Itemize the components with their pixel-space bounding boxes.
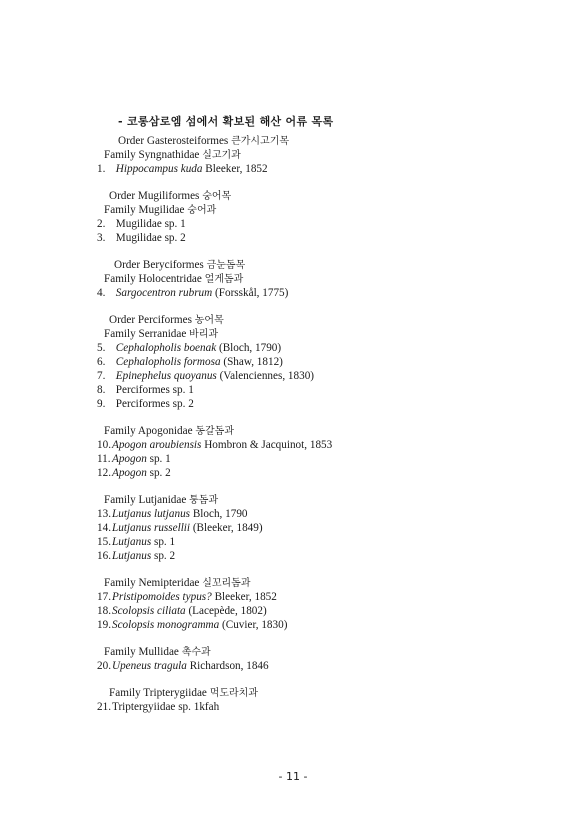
- species-genus: Lutjanus: [112, 550, 152, 562]
- order-korean-name: 큰가시고기목: [231, 136, 290, 147]
- species-number: 3.: [97, 232, 106, 244]
- species-qualifier: sp. 2: [149, 467, 171, 479]
- species-line: [97, 466, 171, 480]
- family-korean-name: 촉수과: [181, 647, 211, 658]
- family-line: [104, 203, 216, 218]
- section-heading: - 코롱삼로엠 섬에서 확보된 해산 어류 목록: [118, 115, 334, 128]
- species-number: 1.: [97, 163, 106, 175]
- species-name: Sargocentron rubrum: [115, 287, 213, 299]
- species-number: 15.: [97, 536, 111, 548]
- species-line: [97, 521, 263, 535]
- species-number: 17.: [97, 591, 111, 603]
- family-korean-name: 실고기과: [202, 150, 241, 161]
- species-line: [97, 162, 268, 176]
- page-number: - 11 -: [278, 770, 308, 783]
- species-name: Hippocampus kuda: [115, 163, 203, 175]
- family-korean-name: 숭어과: [187, 205, 217, 216]
- family-line: [104, 645, 211, 660]
- species-line: [97, 590, 277, 604]
- species-author: (Bloch, 1790): [218, 342, 282, 354]
- order-line: [118, 134, 289, 149]
- species-name: Triptergyiidae sp. 1kfah: [112, 701, 220, 713]
- species-line: [97, 286, 288, 300]
- family-korean-name: 퉁돔과: [189, 495, 219, 506]
- species-number: 18.: [97, 605, 111, 617]
- species-name: Epinephelus quoyanus: [115, 370, 217, 382]
- species-line: [97, 535, 175, 549]
- species-line: [97, 369, 314, 383]
- species-author: (Valenciennes, 1830): [219, 370, 315, 382]
- family-line: [104, 576, 251, 591]
- species-author: (Bleeker, 1849): [192, 522, 263, 534]
- species-number: 6.: [97, 356, 106, 368]
- species-author: (Shaw, 1812): [223, 356, 283, 368]
- species-number: 7.: [97, 370, 106, 382]
- family-name: Family Syngnathidae: [104, 149, 200, 161]
- species-qualifier: sp. 2: [153, 550, 176, 562]
- species-name: Apogon aroubiensis: [112, 439, 202, 451]
- species-line: [97, 700, 219, 714]
- species-number: 9.: [97, 398, 106, 410]
- species-number: 21.: [97, 701, 111, 713]
- species-name: Cephalopholis formosa: [115, 356, 221, 368]
- species-line: [97, 217, 186, 231]
- species-genus: Apogon: [112, 453, 147, 465]
- family-name: Family Holocentridae: [104, 273, 202, 285]
- species-name: Perciformes sp. 1: [115, 384, 194, 396]
- species-line: [97, 659, 269, 673]
- order-name: Order Perciformes: [109, 314, 192, 326]
- species-line: [97, 604, 267, 618]
- species-name: Cephalopholis boenak: [115, 342, 217, 354]
- order-name: Order Gasterosteiformes: [118, 135, 229, 147]
- family-line: [104, 327, 218, 342]
- species-name: Pristipomoides typus?: [112, 591, 212, 603]
- order-line: [109, 313, 224, 328]
- family-name: Family Mullidae: [104, 646, 179, 658]
- species-author: (Forsskål, 1775): [215, 287, 289, 299]
- order-korean-name: 금눈돔목: [206, 260, 246, 271]
- species-line: [97, 355, 283, 369]
- species-line: [97, 438, 332, 452]
- family-line: [104, 493, 218, 508]
- species-number: 11.: [97, 453, 111, 465]
- species-name: Mugilidae sp. 1: [115, 218, 186, 230]
- species-line: [97, 231, 186, 245]
- species-author: Bleeker, 1852: [214, 591, 277, 603]
- species-qualifier: sp. 1: [153, 536, 176, 548]
- species-author: Hombron & Jacquinot, 1853: [204, 439, 333, 451]
- species-number: 16.: [97, 550, 111, 562]
- order-name: Order Mugiliformes: [109, 190, 200, 202]
- species-name: Mugilidae sp. 2: [115, 232, 186, 244]
- order-korean-name: 농어목: [194, 315, 224, 326]
- species-author: Bleeker, 1852: [205, 163, 268, 175]
- family-name: Family Lutjanidae: [104, 494, 187, 506]
- order-line: [109, 189, 231, 204]
- family-line: [104, 272, 243, 287]
- family-line: [109, 686, 258, 701]
- species-name: Lutjanus russellii: [112, 522, 191, 534]
- family-korean-name: 실꼬리돔과: [202, 578, 251, 589]
- family-korean-name: 동갈돔과: [195, 426, 234, 437]
- species-name: Perciformes sp. 2: [115, 398, 194, 410]
- species-name: Lutjanus lutjanus: [112, 508, 191, 520]
- species-line: [97, 341, 281, 355]
- family-name: Family Apogonidae: [104, 425, 193, 437]
- species-number: 2.: [97, 218, 106, 230]
- species-line: [97, 618, 287, 632]
- species-line: [97, 452, 171, 466]
- order-line: [114, 258, 245, 273]
- species-author: Bloch, 1790: [192, 508, 248, 520]
- species-line: [97, 397, 194, 411]
- species-line: [97, 383, 194, 397]
- species-number: 20.: [97, 660, 111, 672]
- family-name: Family Nemipteridae: [104, 577, 200, 589]
- species-name: Scolopsis ciliata: [112, 605, 186, 617]
- order-korean-name: 숭어목: [202, 191, 232, 202]
- family-line: [104, 148, 241, 163]
- family-korean-name: 바리과: [189, 329, 219, 340]
- species-name: Upeneus tragula: [112, 660, 187, 672]
- family-korean-name: 얼게돔과: [204, 274, 244, 285]
- species-line: [97, 549, 175, 563]
- order-name: Order Beryciformes: [114, 259, 204, 271]
- family-korean-name: 먹도라치과: [209, 688, 258, 699]
- species-genus: Apogon: [112, 467, 147, 479]
- species-qualifier: sp. 1: [149, 453, 171, 465]
- species-number: 14.: [97, 522, 111, 534]
- species-line: [97, 507, 248, 521]
- species-number: 4.: [97, 287, 106, 299]
- species-genus: Lutjanus: [112, 536, 152, 548]
- species-number: 5.: [97, 342, 106, 354]
- species-number: 19.: [97, 619, 111, 631]
- family-name: Family Serranidae: [104, 328, 187, 340]
- family-line: [104, 424, 234, 439]
- species-name: Scolopsis monogramma: [112, 619, 220, 631]
- family-name: Family Mugilidae: [104, 204, 185, 216]
- family-name: Family Tripterygiidae: [109, 687, 207, 699]
- species-number: 10.: [97, 439, 111, 451]
- species-author: (Lacepède, 1802): [188, 605, 267, 617]
- species-number: 13.: [97, 508, 111, 520]
- species-number: 12.: [97, 467, 111, 479]
- species-author: (Cuvier, 1830): [222, 619, 288, 631]
- species-author: Richardson, 1846: [189, 660, 269, 672]
- species-number: 8.: [97, 384, 106, 396]
